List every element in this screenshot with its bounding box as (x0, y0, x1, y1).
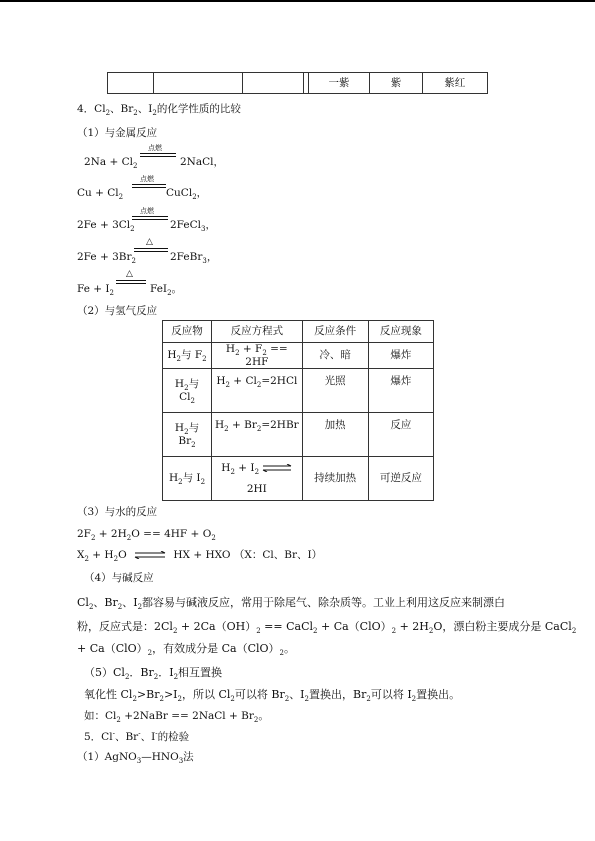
header-equation: 反应方程式 (212, 321, 303, 343)
reaction-cu-cl2: $Cu + Cl_2$ (77, 187, 124, 202)
subheading-hydrogen: （2）与氢气反应 (77, 305, 158, 317)
product-nacl: 2NaCl， (180, 156, 225, 168)
table-cell: 一紫 (308, 73, 370, 94)
reactant-cell: $H_2$与 $Cl_2$ (163, 369, 212, 413)
subheading-displacement: $(5)Cl_2$．$Br_2$．$I_2$相互置换 (84, 666, 223, 682)
condition-ignite: 点燃 (140, 207, 154, 215)
product-fei2: FeI$_2$。 (150, 283, 183, 298)
page-top-border (0, 0, 595, 2)
equation-cell: $H_2 + Br_2=2HBr$ (212, 413, 303, 457)
subheading-alkali: （4）与碱反应 (84, 572, 154, 584)
condition-heat: △ (126, 269, 133, 279)
hydrogen-reaction-table (162, 320, 434, 501)
table-cell (153, 73, 242, 94)
condition-cell: 光照 (302, 369, 368, 413)
equals-line (132, 219, 168, 220)
table-cell: 紫 (370, 73, 422, 94)
section-4-title: 4．$Cl_2$、$Br_2$、$I_2$的化学性质的比较 (77, 103, 241, 118)
subheading-water: （3）与水的反应 (77, 506, 158, 518)
condition-cell: 持续加热 (302, 457, 368, 501)
equals-line (116, 283, 146, 284)
reaction-f2-water: $2F_2 + 2H_2O == 4HF + O_2$ (77, 528, 216, 543)
subheading-metal: （1）与金属反应 (77, 127, 158, 139)
equation-cell: $H_2 + F_2 == 2HF$ (212, 343, 303, 369)
product-febr3: 2FeBr$_3$， (170, 251, 218, 266)
reactant-cell: $H_2$与 $I_2$ (163, 457, 212, 501)
condition-cell: 冷、暗 (302, 343, 368, 369)
header-condition: 反应条件 (302, 321, 368, 343)
equals-line (132, 184, 166, 185)
reversible-arrow-icon (134, 551, 166, 559)
reaction-fe-cl2: $2Fe + 3Cl_2$ (77, 219, 135, 234)
condition-ignite: 点燃 (148, 144, 162, 152)
observation-cell: 反应 (368, 413, 433, 457)
observation-cell: 可逆反应 (368, 457, 433, 501)
alkali-paragraph-line2: 粉，反应式是：$2Cl_2 + 2Ca(OH)_2$ == CaCl$_2$ + $Ca(ClO)_2 + 2H_2O$，漂白粉主要成分是 CaCl$_2$ (77, 620, 577, 636)
reactant-cell: $H_2$与 $Br_2$ (163, 413, 212, 457)
oxidizing-order: 氧化性 $Cl_2>Br_2>I_2$，所以 $Cl_2$可以将 $Br_2$、$I_2$置换出，$Br_2$可以将 $I_2$置换出。 (84, 688, 461, 704)
equals-line (116, 280, 146, 281)
alkali-paragraph-line1: $Cl_2$、$Br_2$、$I_2$都容易与碱液反应，常用于除尾气、除杂质等。工业上利用这反应来制漂白 (77, 596, 506, 612)
equals-line (140, 153, 176, 154)
product-cucl2: CuCl$_2$， (166, 187, 208, 202)
table-row (163, 321, 434, 343)
header-observation: 反应现象 (368, 321, 433, 343)
subheading-agno3: $(1)AgNO_3—HNO_3$法 (77, 751, 194, 766)
reaction-fe-i2: $Fe + I_2$ (77, 283, 115, 298)
product-fecl3: 2FeCl$_3$， (170, 219, 216, 234)
table-row (108, 73, 488, 94)
reversible-arrow-icon (262, 464, 292, 472)
color-table-row (107, 72, 488, 94)
equals-line (132, 187, 166, 188)
observation-cell: 爆炸 (368, 343, 433, 369)
equation-cell: $H_2 + Cl_2=2HCl$ (212, 369, 303, 413)
condition-cell: 加热 (302, 413, 368, 457)
reaction-na-cl2: $2Na + Cl_2$ (84, 156, 138, 171)
table-cell (242, 73, 303, 94)
table-row (163, 413, 434, 457)
displacement-example: 如：$Cl_2$ +2NaBr == 2NaCl + $Br_2$。 (84, 710, 269, 725)
equals-line (134, 251, 168, 252)
equals-line (134, 248, 168, 249)
observation-cell: 爆炸 (368, 369, 433, 413)
alkali-paragraph-line3: + $Ca(ClO)_2$，有效成分是 $Ca(ClO)_2$。 (77, 642, 296, 658)
table-row (163, 457, 434, 501)
header-reactant: 反应物 (163, 321, 212, 343)
condition-heat: △ (146, 237, 153, 247)
table-row (163, 343, 434, 369)
condition-ignite: 点燃 (140, 175, 154, 183)
equation-cell: $H_2 + I_2$ 2HI (212, 457, 303, 501)
reaction-fe-br2: $2Fe + 3Br_2$ (77, 251, 136, 266)
reactant-cell: $H_2$与 $F_2$ (163, 343, 212, 369)
table-cell (108, 73, 154, 94)
section-5-title: 5．Cl-、Br-、I-的检验 (84, 729, 190, 743)
equals-line (140, 156, 176, 157)
table-cell: 紫红 (422, 73, 487, 94)
equals-line (132, 216, 168, 217)
table-row (163, 369, 434, 413)
reaction-x2-water: $X_2 + H_2O$ HX + HXO （X：Cl、Br、I） (77, 549, 323, 564)
